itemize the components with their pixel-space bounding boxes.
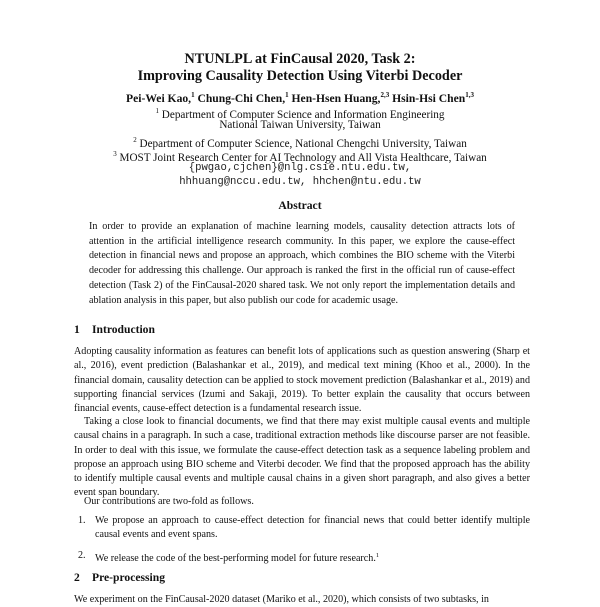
list-item-number: 1. xyxy=(78,515,86,526)
paper-title-line-2: Improving Causality Detection Using Viterbi Decoder xyxy=(137,68,463,84)
list-item-text: We propose an approach to cause-effect detection for financial news that could better identify multiple causal events and event spans. xyxy=(95,515,530,541)
intro-paragraph-1: Adopting causality information as features can benefit lots of applications such as question answering (Sharp et al., 2016), event prediction (Balashankar et al., 2019), and medical text mining (Khoo et al., 2000). In the financial domain, causality detection can be applied to stock movement prediction (Balashankar et al., 2019) and supporting financial services (Izumi and Sakaji, 2019). To better explain the causality that occurs between financial events, cause-effect detection is a fundamental research issue. xyxy=(74,346,530,415)
list-item-number: 2. xyxy=(78,550,86,561)
section-2-paragraph-start: We experiment on the FinCausal-2020 dataset (Mariko et al., 2020), which consists of two subtasks, in xyxy=(74,594,489,605)
section-2-heading xyxy=(74,571,165,585)
author-name: Hsin-Hsi Chen xyxy=(392,92,466,105)
affiliation-marker: 3 xyxy=(113,150,117,158)
author-emails-line-1: {pwgao,cjchen}@nlg.csie.ntu.edu.tw, xyxy=(188,162,412,174)
section-number: 2 xyxy=(74,571,80,584)
author-emails-line-2: hhhuang@nccu.edu.tw, hhchen@ntu.edu.tw xyxy=(179,176,421,188)
author-affiliation-marker: 2,3 xyxy=(380,91,390,99)
author-name: Hen-Hsen Huang, xyxy=(291,92,381,105)
list-item-text-wrap xyxy=(95,549,530,566)
affiliation-text: Department of Computer Science and Information Engineering xyxy=(161,109,445,121)
abstract-heading: Abstract xyxy=(278,199,322,212)
affiliation-marker: 2 xyxy=(133,136,137,144)
author-affiliation-marker: 1,3 xyxy=(465,91,474,99)
list-item-text: We release the code of the best-performing model for future research. xyxy=(95,553,376,564)
intro-paragraph-2: Taking a close look to financial documents, we find that there may exist multiple causal events and multiple causal chains in a paragraph. In such a case, traditional extraction methods like discourse parser are not feasible. In order to deal with this issue, we formulate the cause-effect detection task as a sequence labeling problem and propose an approach using BIO scheme and Viterbi decoder. We find that the proposed approach has the ability to identify multiple causal events and multiple causal chains in a given short paragraph, and also gives a better event span boundary. xyxy=(74,416,530,499)
affiliation-marker: 1 xyxy=(155,107,159,115)
author-affiliation-marker: 1 xyxy=(285,91,289,99)
author-name: Pei-Wei Kao, xyxy=(126,92,192,105)
section-1-heading xyxy=(74,323,155,337)
author-affiliation-marker: 1 xyxy=(191,91,195,99)
paper-title-line-1: NTUNLPL at FinCausal 2020, Task 2: xyxy=(184,51,416,67)
affiliation-1-line-2: National Taiwan University, Taiwan xyxy=(219,119,381,131)
author-name: Chung-Chi Chen, xyxy=(197,92,286,105)
section-title: Introduction xyxy=(92,323,155,336)
abstract-text: In order to provide an explanation of machine learning models, causality detection attracts lots of attention in the artificial intelligence research community. In this paper, we explore the cause-effect detection in financial news and propose an approach, which combines the BIO scheme with the Viterbi decoder for addressing this challenge. Our approach is ranked the first in the official run of cause-effect detection (Task 2) of the FinCausal-2020 shared task. We not only report the implementation details and ablation analysis in this paper, but also publish our code for academic usage. xyxy=(89,221,515,306)
section-title: Pre-processing xyxy=(92,571,165,584)
intro-paragraph-3: Our contributions are two-fold as follows. xyxy=(84,496,254,507)
affiliation-text: Department of Computer Science, National Chengchi University, Taiwan xyxy=(139,138,467,150)
footnote-marker: 1 xyxy=(375,552,380,559)
section-number: 1 xyxy=(74,323,80,336)
affiliation-text: MOST Joint Research Center for AI Technology and All Vista Healthcare, Taiwan xyxy=(119,152,487,164)
